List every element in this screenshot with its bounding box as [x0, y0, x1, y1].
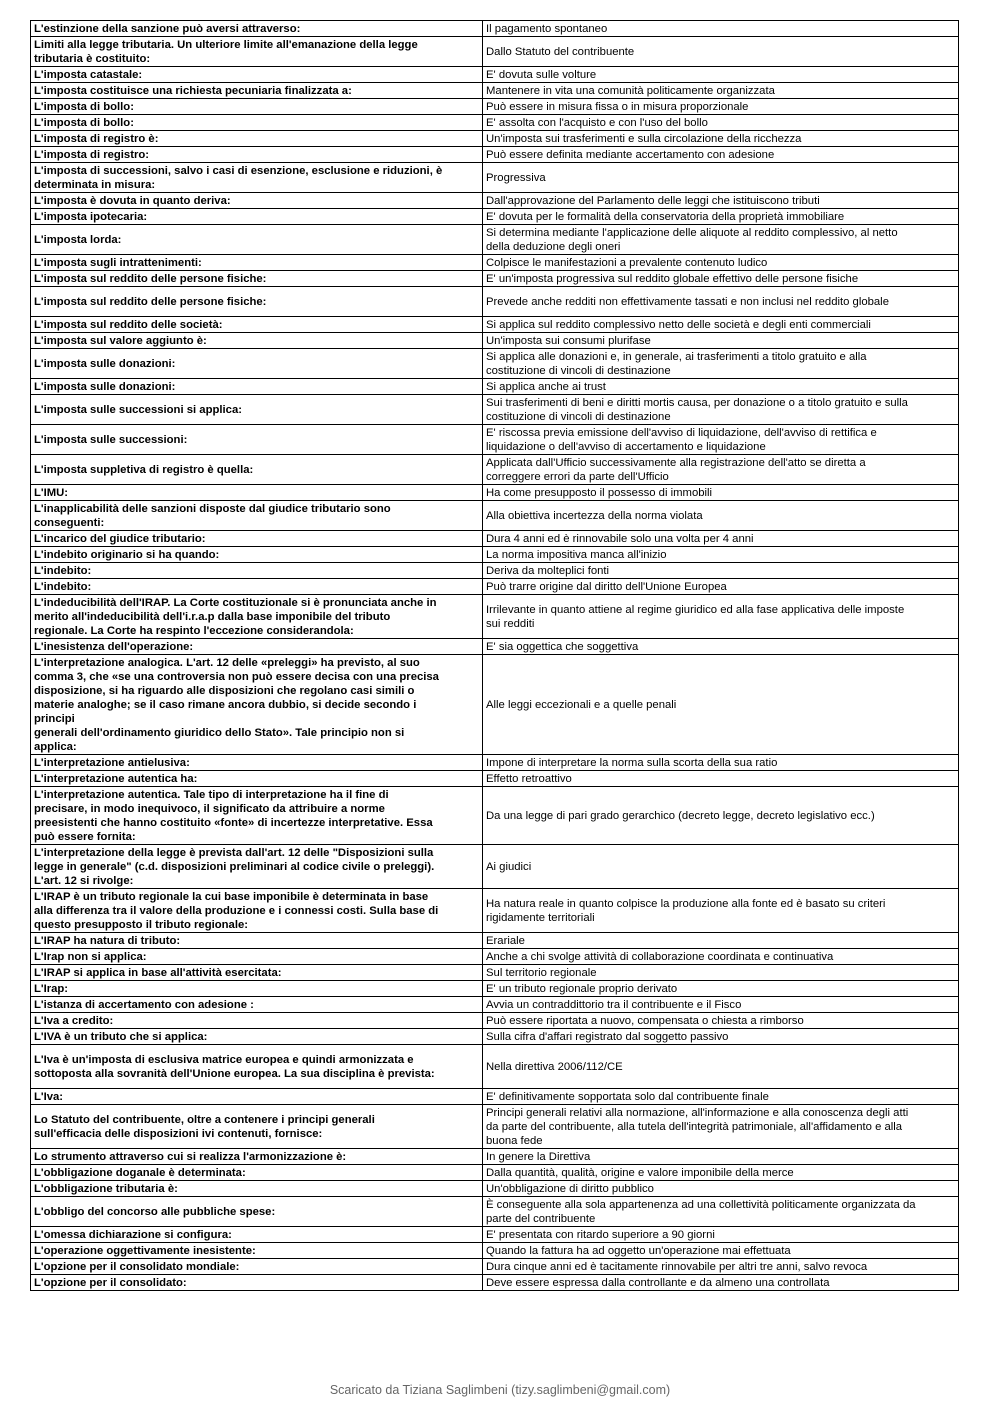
table-row	[31, 889, 959, 933]
question-cell: Lo strumento attraverso cui si realizza l'armonizzazione è:	[31, 1149, 483, 1165]
table-row	[31, 639, 959, 655]
table-row	[31, 425, 959, 455]
table-row	[31, 485, 959, 501]
answer-cell: Deve essere espressa dalla controllante e da almeno una controllata	[483, 1275, 959, 1291]
table-row	[31, 1165, 959, 1181]
answer-cell: Un'imposta sui consumi plurifase	[483, 333, 959, 349]
answer-cell: Applicata dall'Ufficio successivamente alla registrazione dell'atto se diretta a correggere errori da parte dell'Ufficio	[483, 455, 959, 485]
answer-cell: Progressiva	[483, 163, 959, 193]
answer-cell: Alle leggi eccezionali e a quelle penali	[483, 655, 959, 755]
question-cell: L'imposta sulle donazioni:	[31, 379, 483, 395]
answer-cell: Sul territorio regionale	[483, 965, 959, 981]
table-row	[31, 1259, 959, 1275]
answer-cell: Dallo Statuto del contribuente	[483, 37, 959, 67]
table-row	[31, 163, 959, 193]
table-row	[31, 531, 959, 547]
question-cell: L'IRAP è un tributo regionale la cui base imponibile è determinata in base alla differenza tra il valore della produzione e i connessi costi. Sulla base di questo presupposto il tributo regionale:	[31, 889, 483, 933]
answer-cell: Si applica anche ai trust	[483, 379, 959, 395]
answer-cell: Effetto retroattivo	[483, 771, 959, 787]
question-cell: L'imposta sulle donazioni:	[31, 349, 483, 379]
question-cell: L'IVA è un tributo che si applica:	[31, 1029, 483, 1045]
answer-cell: E' definitivamente sopportata solo dal contribuente finale	[483, 1089, 959, 1105]
question-cell: L'estinzione della sanzione può aversi attraverso:	[31, 21, 483, 37]
table-row	[31, 579, 959, 595]
answer-cell: Mantenere in vita una comunità politicamente organizzata	[483, 83, 959, 99]
answer-cell: Dalla quantità, qualità, origine e valore imponibile della merce	[483, 1165, 959, 1181]
question-cell: L'imposta sul valore aggiunto è:	[31, 333, 483, 349]
answer-cell: Ha natura reale in quanto colpisce la produzione alla fonte ed è basato su criteri rigidamente territoriali	[483, 889, 959, 933]
answer-cell: Colpisce le manifestazioni a prevalente contenuto ludico	[483, 255, 959, 271]
question-cell: L'Iva a credito:	[31, 1013, 483, 1029]
answer-cell: Principi generali relativi alla normazione, all'informazione e alla conoscenza degli atti da parte del contribuente, alla tutela dell'integrità patrimoniale, all'affidamento e alla buona fede	[483, 1105, 959, 1149]
question-cell: L'imposta sulle successioni si applica:	[31, 395, 483, 425]
table-row	[31, 595, 959, 639]
question-cell: L'imposta costituisce una richiesta pecuniaria finalizzata a:	[31, 83, 483, 99]
answer-cell: E' riscossa previa emissione dell'avviso di liquidazione, dell'avviso di rettifica e liquidazione o dell'avviso di accertamento e liquidazione	[483, 425, 959, 455]
question-cell: L'imposta sulle successioni:	[31, 425, 483, 455]
question-cell: L'imposta di registro:	[31, 147, 483, 163]
table-row	[31, 933, 959, 949]
table-row	[31, 1227, 959, 1243]
answer-cell: E' dovuta sulle volture	[483, 67, 959, 83]
answer-cell: E' un'imposta progressiva sul reddito globale effettivo delle persone fisiche	[483, 271, 959, 287]
table-row	[31, 1197, 959, 1227]
table-row	[31, 147, 959, 163]
table-row	[31, 255, 959, 271]
question-cell: L'interpretazione autentica ha:	[31, 771, 483, 787]
question-cell: L'inapplicabilità delle sanzioni disposte dal giudice tributario sono conseguenti:	[31, 501, 483, 531]
answer-cell: Sui trasferimenti di beni e diritti mortis causa, per donazione o a titolo gratuito e sulla costituzione di vincoli di destinazione	[483, 395, 959, 425]
answer-cell: Nella direttiva 2006/112/CE	[483, 1045, 959, 1089]
table-row	[31, 131, 959, 147]
answer-cell: La norma impositiva manca all'inizio	[483, 547, 959, 563]
table-row	[31, 563, 959, 579]
table-row	[31, 1013, 959, 1029]
question-cell: L'IRAP si applica in base all'attività esercitata:	[31, 965, 483, 981]
question-cell: L'opzione per il consolidato:	[31, 1275, 483, 1291]
question-cell: L'Irap:	[31, 981, 483, 997]
qa-table	[30, 20, 959, 1291]
question-cell: L'imposta lorda:	[31, 225, 483, 255]
answer-cell: Avvia un contraddittorio tra il contribuente e il Fisco	[483, 997, 959, 1013]
question-cell: L'imposta di bollo:	[31, 115, 483, 131]
table-row	[31, 1105, 959, 1149]
answer-cell: Ai giudici	[483, 845, 959, 889]
table-row	[31, 209, 959, 225]
answer-cell: Dura 4 anni ed è rinnovabile solo una volta per 4 anni	[483, 531, 959, 547]
table-row	[31, 997, 959, 1013]
answer-cell: E' presentata con ritardo superiore a 90 giorni	[483, 1227, 959, 1243]
question-cell: L'indeducibilità dell'IRAP. La Corte costituzionale si è pronunciata anche in merito all'indeducibilità dell'i.r.a.p dalla base imponibile del tributo regionale. La Corte ha respinto l'eccezione considerandola:	[31, 595, 483, 639]
question-cell: L'inesistenza dell'operazione:	[31, 639, 483, 655]
question-cell: L'indebito originario si ha quando:	[31, 547, 483, 563]
answer-cell: Alla obiettiva incertezza della norma violata	[483, 501, 959, 531]
table-row	[31, 1045, 959, 1089]
table-row	[31, 21, 959, 37]
question-cell: L'opzione per il consolidato mondiale:	[31, 1259, 483, 1275]
question-cell: L'interpretazione autentica. Tale tipo di interpretazione ha il fine di precisare, in modo inequivoco, il significato da attribuire a norme preesistenti che hanno costituito «fonte» di incertezze interpretative. Essa può essere fornita:	[31, 787, 483, 845]
answer-cell: Può essere in misura fissa o in misura proporzionale	[483, 99, 959, 115]
question-cell: L'operazione oggettivamente inesistente:	[31, 1243, 483, 1259]
question-cell: L'Iva è un'imposta di esclusiva matrice europea e quindi armonizzata e sottoposta alla sovranità dell'Unione europea. La sua disciplina è prevista:	[31, 1045, 483, 1089]
answer-cell: Può essere definita mediante accertamento con adesione	[483, 147, 959, 163]
answer-cell: Anche a chi svolge attività di collaborazione coordinata e continuativa	[483, 949, 959, 965]
table-row	[31, 1243, 959, 1259]
answer-cell: Impone di interpretare la norma sulla scorta della sua ratio	[483, 755, 959, 771]
table-row	[31, 1149, 959, 1165]
question-cell: L'obbligazione tributaria è:	[31, 1181, 483, 1197]
table-row	[31, 37, 959, 67]
question-cell: L'IRAP ha natura di tributo:	[31, 933, 483, 949]
question-cell: L'imposta di bollo:	[31, 99, 483, 115]
table-row	[31, 333, 959, 349]
table-row	[31, 949, 959, 965]
table-row	[31, 845, 959, 889]
table-row	[31, 771, 959, 787]
answer-cell: E' assolta con l'acquisto e con l'uso del bollo	[483, 115, 959, 131]
answer-cell: Si determina mediante l'applicazione delle aliquote al reddito complessivo, al netto della deduzione degli oneri	[483, 225, 959, 255]
table-row	[31, 67, 959, 83]
question-cell: L'imposta sugli intrattenimenti:	[31, 255, 483, 271]
question-cell: L'IMU:	[31, 485, 483, 501]
table-row	[31, 225, 959, 255]
answer-cell: E' dovuta per le formalità della conservatoria della proprietà immobiliare	[483, 209, 959, 225]
answer-cell: Prevede anche redditi non effettivamente tassati e non inclusi nel reddito globale	[483, 287, 959, 317]
table-row	[31, 981, 959, 997]
table-row	[31, 287, 959, 317]
question-cell: L'interpretazione analogica. L'art. 12 delle «preleggi» ha previsto, al suo comma 3, che «se una controversia non può essere decisa con una precisa disposizione, si ha riguardo alle disposizioni che regolano casi simili o materie analoghe; se il caso rimane ancora dubbio, si decide secondo i principi generali dell'ordinamento giuridico dello Stato». Tale principio non si applica:	[31, 655, 483, 755]
answer-cell: Un'imposta sui trasferimenti e sulla circolazione della ricchezza	[483, 131, 959, 147]
answer-cell: Deriva da molteplici fonti	[483, 563, 959, 579]
question-cell: L'indebito:	[31, 563, 483, 579]
question-cell: L'Irap non si applica:	[31, 949, 483, 965]
table-row	[31, 1181, 959, 1197]
table-row	[31, 1275, 959, 1291]
question-cell: L'omessa dichiarazione si configura:	[31, 1227, 483, 1243]
answer-cell: In genere la Direttiva	[483, 1149, 959, 1165]
table-row	[31, 965, 959, 981]
question-cell: L'imposta catastale:	[31, 67, 483, 83]
answer-cell: Può essere riportata a nuovo, compensata o chiesta a rimborso	[483, 1013, 959, 1029]
answer-cell: Ha come presupposto il possesso di immobili	[483, 485, 959, 501]
question-cell: Lo Statuto del contribuente, oltre a contenere i principi generali sull'efficacia delle disposizioni ivi contenuti, fornisce:	[31, 1105, 483, 1149]
answer-cell: E' un tributo regionale proprio derivato	[483, 981, 959, 997]
question-cell: L'obbligo del concorso alle pubbliche spese:	[31, 1197, 483, 1227]
question-cell: L'imposta sul reddito delle società:	[31, 317, 483, 333]
question-cell: L'imposta di registro è:	[31, 131, 483, 147]
answer-cell: Si applica sul reddito complessivo netto delle società e degli enti commerciali	[483, 317, 959, 333]
answer-cell: Un'obbligazione di diritto pubblico	[483, 1181, 959, 1197]
table-row	[31, 379, 959, 395]
table-row	[31, 193, 959, 209]
table-row	[31, 787, 959, 845]
table-row	[31, 455, 959, 485]
table-row	[31, 83, 959, 99]
question-cell: L'imposta ipotecaria:	[31, 209, 483, 225]
question-cell: L'indebito:	[31, 579, 483, 595]
table-row	[31, 1089, 959, 1105]
question-cell: L'interpretazione antielusiva:	[31, 755, 483, 771]
question-cell: L'interpretazione della legge è prevista dall'art. 12 delle "Disposizioni sulla legge in generale" (c.d. disposizioni preliminari al codice civile o preleggi). L'art. 12 si rivolge:	[31, 845, 483, 889]
question-cell: L'imposta sul reddito delle persone fisiche:	[31, 271, 483, 287]
table-row	[31, 115, 959, 131]
answer-cell: Il pagamento spontaneo	[483, 21, 959, 37]
table-row	[31, 755, 959, 771]
table-row	[31, 99, 959, 115]
question-cell: L'Iva:	[31, 1089, 483, 1105]
qa-table-body	[31, 21, 959, 1291]
answer-cell: Dall'approvazione del Parlamento delle leggi che istituiscono tributi	[483, 193, 959, 209]
answer-cell: Da una legge di pari grado gerarchico (decreto legge, decreto legislativo ecc.)	[483, 787, 959, 845]
question-cell: L'istanza di accertamento con adesione :	[31, 997, 483, 1013]
answer-cell: È conseguente alla sola appartenenza ad una collettività politicamente organizzata da parte del contribuente	[483, 1197, 959, 1227]
table-row	[31, 271, 959, 287]
question-cell: L'imposta è dovuta in quanto deriva:	[31, 193, 483, 209]
answer-cell: Può trarre origine dal diritto dell'Unione Europea	[483, 579, 959, 595]
answer-cell: Dura cinque anni ed è tacitamente rinnovabile per altri tre anni, salvo revoca	[483, 1259, 959, 1275]
table-row	[31, 349, 959, 379]
answer-cell: Sulla cifra d'affari registrato dal soggetto passivo	[483, 1029, 959, 1045]
question-cell: L'imposta suppletiva di registro è quella:	[31, 455, 483, 485]
answer-cell: Quando la fattura ha ad oggetto un'operazione mai effettuata	[483, 1243, 959, 1259]
table-row	[31, 655, 959, 755]
question-cell: L'incarico del giudice tributario:	[31, 531, 483, 547]
answer-cell: Irrilevante in quanto attiene al regime giuridico ed alla fase applicativa delle imposte sui redditi	[483, 595, 959, 639]
answer-cell: E' sia oggettica che soggettiva	[483, 639, 959, 655]
question-cell: Limiti alla legge tributaria. Un ulteriore limite all'emanazione della legge tributaria è costituito:	[31, 37, 483, 67]
download-footer: Scaricato da Tiziana Saglimbeni (tizy.saglimbeni@gmail.com)	[329, 1383, 671, 1397]
table-row	[31, 501, 959, 531]
table-row	[31, 1029, 959, 1045]
question-cell: L'obbligazione doganale è determinata:	[31, 1165, 483, 1181]
answer-cell: Si applica alle donazioni e, in generale, ai trasferimenti a titolo gratuito e alla costituzione di vincoli di destinazione	[483, 349, 959, 379]
table-row	[31, 317, 959, 333]
question-cell: L'imposta di successioni, salvo i casi di esenzione, esclusione e riduzioni, è determinata in misura:	[31, 163, 483, 193]
table-row	[31, 395, 959, 425]
answer-cell: Erariale	[483, 933, 959, 949]
question-cell: L'imposta sul reddito delle persone fisiche:	[31, 287, 483, 317]
table-row	[31, 547, 959, 563]
